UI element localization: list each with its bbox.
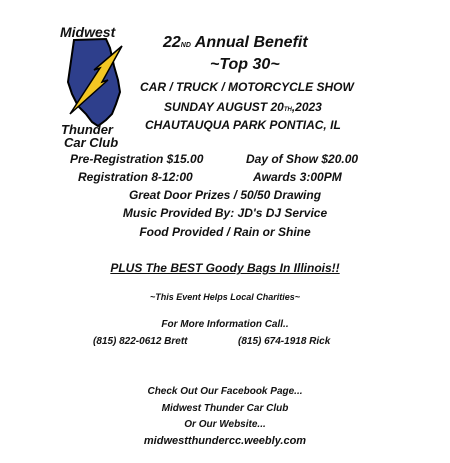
website-url: midwestthundercc.weebly.com [143, 435, 307, 447]
phone-rick: (815) 674-1918 Rick [238, 336, 331, 347]
phone-brett: (815) 822-0612 Brett [93, 336, 188, 347]
website-intro-line: Or Our Website... [184, 419, 266, 430]
food-line: Food Provided / Rain or Shine [139, 225, 311, 239]
event-location: CHAUTAUQUA PARK PONTIAC, IL [145, 118, 341, 132]
charity-line: ~This Event Helps Local Charities~ [149, 292, 301, 302]
logo-top-text: Midwest [60, 24, 116, 40]
event-date: SUNDAY AUGUST 20TH,2023 [164, 100, 322, 114]
event-subtitle: ~Top 30~ [210, 56, 280, 73]
registration-hours: Registration 8-12:00 [78, 170, 193, 184]
awards-time: Awards 3:00PM [253, 170, 342, 184]
pre-registration-fee: Pre-Registration $15.00 [70, 152, 204, 166]
facebook-line: Check Out Our Facebook Page... [147, 386, 303, 397]
logo-bottom-text-1: Thunder [61, 122, 113, 137]
goody-bags-line: PLUS The BEST Goody Bags In Illinois!! [110, 261, 340, 275]
day-of-show-fee: Day of Show $20.00 [246, 152, 359, 166]
prizes-line: Great Door Prizes / 50/50 Drawing [128, 188, 322, 202]
logo-bottom-text-2: Car Club [64, 135, 119, 150]
more-info-line: For More Information Call.. [161, 319, 289, 330]
show-type: CAR / TRUCK / MOTORCYCLE SHOW [140, 80, 354, 94]
music-line: Music Provided By: JD's DJ Service [122, 206, 328, 220]
club-name-line: Midwest Thunder Car Club [161, 403, 289, 414]
event-title: 22ND Annual Benefit [163, 34, 308, 51]
club-logo [44, 22, 154, 150]
